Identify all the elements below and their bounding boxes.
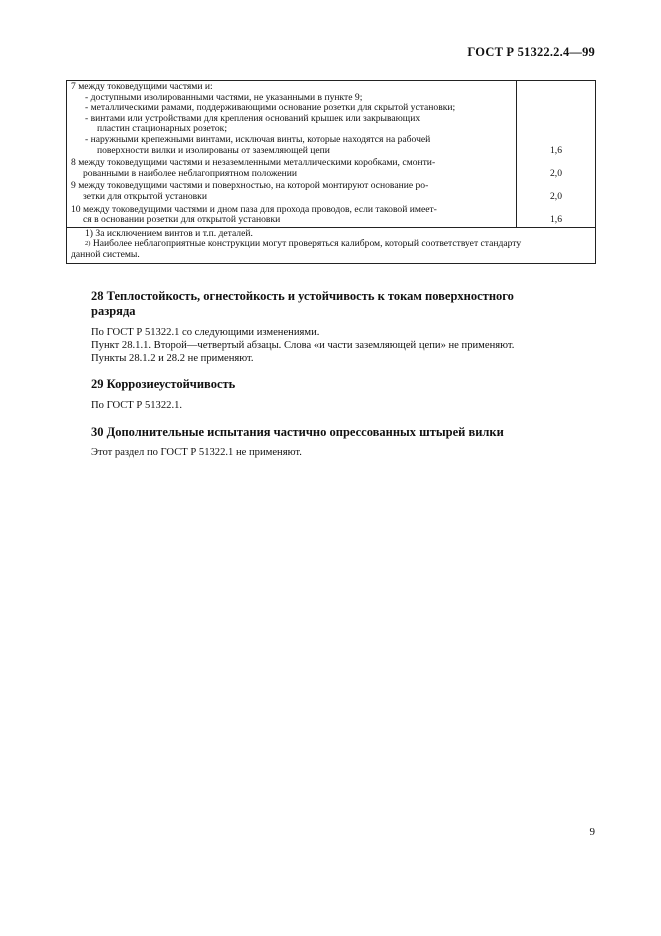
- footnote-1: 1) За исключением винтов и т.п. деталей.: [85, 227, 253, 239]
- footnote-2-text: Наиболее неблагоприятные конструкции могут проверяться калибром, который соответствует стандарту: [92, 238, 522, 250]
- row-10-value: 1,6: [516, 204, 595, 227]
- row-7-line: - винтами или устройствами для крепления оснований крышек или закрывающих: [85, 112, 421, 124]
- row-7-line: - наружными крепежными винтами, исключая винты, которые находятся на рабочей: [85, 133, 431, 145]
- section-28-title-line: 28 Теплостойкость, огнестойкость и устойчивость к токам поверхностного: [91, 289, 514, 303]
- row-7-line: пластин стационарных розеток;: [97, 123, 227, 135]
- row-8-line: рованными в наиболее неблагоприятном положении: [83, 167, 298, 179]
- footnote-2: [71, 239, 592, 250]
- section-28-paragraph: Пункт 28.1.1. Второй—четвертый абзацы. Слова «и части заземляющей цепи» не применяют.: [91, 340, 515, 351]
- row-7-line: поверхности вилки и изолированы от заземляющей цепи: [97, 144, 330, 156]
- row-9-value: 2,0: [516, 180, 595, 203]
- section-28-paragraph: Пункты 28.1.2 и 28.2 не применяют.: [91, 353, 254, 364]
- footnote-2-continuation: данной системы.: [71, 248, 140, 260]
- row-10-text: [67, 204, 516, 227]
- section-29-title: 29 Коррозиеустойчивость: [91, 377, 236, 391]
- document-code: ГОСТ Р 51322.2.4—99: [467, 45, 595, 59]
- section-29-paragraph: По ГОСТ Р 51322.1.: [91, 400, 183, 411]
- row-9-text: [67, 180, 516, 203]
- row-7-text: [67, 81, 516, 157]
- row-7-line: - доступными изолированными частями, не указанными в пункте 9;: [85, 91, 363, 103]
- table-row-7: [67, 81, 595, 157]
- section-28-title-line: разряда: [91, 304, 136, 318]
- row-7-line: 7 между токоведущими частями и:: [71, 81, 213, 92]
- row-10-line: ся в основании розетки для открытой установки: [83, 214, 281, 226]
- section-28-title: [91, 289, 591, 319]
- row-9-line: зетки для открытой установки: [83, 190, 207, 202]
- page-number: 9: [589, 826, 595, 838]
- row-7-value: 1,6: [516, 81, 595, 157]
- table-row-10: [67, 204, 595, 227]
- section-30-title: 30 Дополнительные испытания частично опрессованных штырей вилки: [91, 425, 504, 439]
- row-10-line: 10 между токоведущими частями и дном паза для прохода проводов, если таковой имеет-: [71, 203, 437, 215]
- table-row-9: [67, 180, 595, 203]
- section-30-paragraph: Этот раздел по ГОСТ Р 51322.1 не применяют.: [91, 447, 302, 458]
- row-8-line: 8 между токоведущими частями и незаземленными металлическими коробками, смонти-: [71, 157, 436, 169]
- table-footnotes: [67, 227, 595, 263]
- row-8-value: 2,0: [516, 157, 595, 180]
- row-8-text: [67, 157, 516, 180]
- section-28-paragraph: По ГОСТ Р 51322.1 со следующими изменениями.: [91, 327, 320, 338]
- clearance-table: [66, 80, 596, 264]
- footnote-2-mark: 2): [85, 240, 91, 248]
- table-row-8: [67, 157, 595, 180]
- row-9-line: 9 между токоведущими частями и поверхностью, на которой монтируют основание ро-: [71, 180, 429, 192]
- row-7-line: - металлическими рамами, поддерживающими основание розетки для скрытой установки;: [85, 102, 456, 114]
